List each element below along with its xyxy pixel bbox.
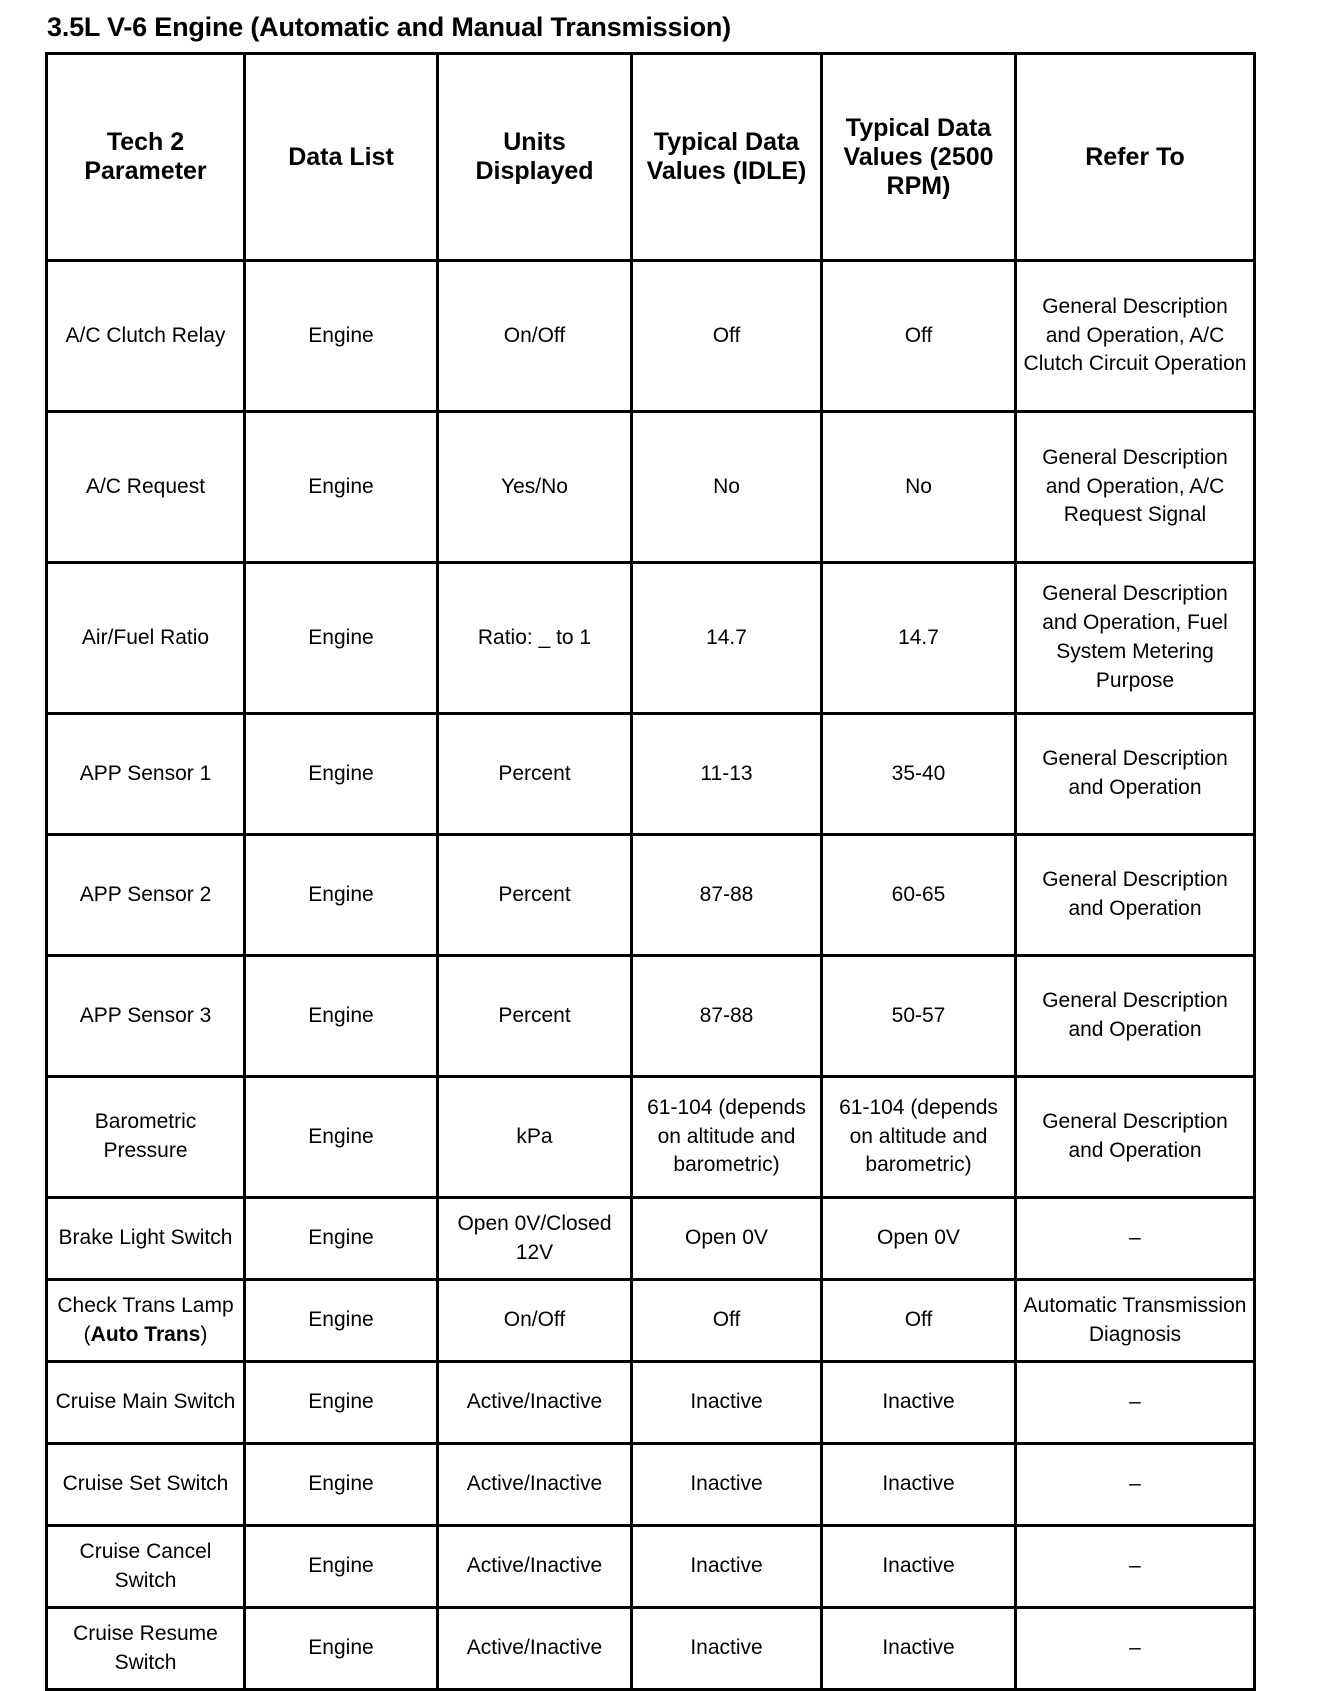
table-row [47, 1526, 1255, 1608]
cell-data-list: Engine [245, 714, 438, 835]
cell-refer-to: – [1016, 1362, 1255, 1444]
cell-data-list: Engine [245, 835, 438, 956]
table-header-row [47, 54, 1255, 261]
cell-refer-to: General Description and Operation [1016, 714, 1255, 835]
cell-idle: 87-88 [632, 835, 822, 956]
cell-refer-to: General Description and Operation, A/C Clutch Circuit Operation [1016, 261, 1255, 412]
cell-parameter: A/C Clutch Relay [47, 261, 245, 412]
tech2-parameter-table [45, 52, 1256, 1691]
cell-parameter: APP Sensor 1 [47, 714, 245, 835]
cell-refer-to: – [1016, 1444, 1255, 1526]
table-row [47, 412, 1255, 563]
cell-data-list: Engine [245, 1608, 438, 1690]
cell-units: Percent [438, 835, 632, 956]
cell-idle: Open 0V [632, 1198, 822, 1280]
cell-refer-to: General Description and Operation, A/C Request Signal [1016, 412, 1255, 563]
cell-parameter-prefix: Check Trans Lamp ( [57, 1293, 234, 1346]
column-header-data-list: Data List [245, 54, 438, 261]
cell-data-list: Engine [245, 1077, 438, 1198]
cell-units: Active/Inactive [438, 1444, 632, 1526]
cell-units: Percent [438, 956, 632, 1077]
table-row [47, 1077, 1255, 1198]
table-row [47, 563, 1255, 714]
cell-idle: No [632, 412, 822, 563]
page-title: 3.5L V-6 Engine (Automatic and Manual Transmission) [47, 12, 731, 42]
cell-2500rpm: Inactive [822, 1444, 1016, 1526]
cell-parameter: Cruise Resume Switch [47, 1608, 245, 1690]
cell-idle: Inactive [632, 1608, 822, 1690]
cell-units: Ratio: _ to 1 [438, 563, 632, 714]
cell-2500rpm: 60-65 [822, 835, 1016, 956]
cell-idle: Inactive [632, 1362, 822, 1444]
cell-data-list: Engine [245, 1280, 438, 1362]
cell-data-list: Engine [245, 1444, 438, 1526]
cell-units: Open 0V/Closed 12V [438, 1198, 632, 1280]
cell-2500rpm: Inactive [822, 1362, 1016, 1444]
cell-data-list: Engine [245, 261, 438, 412]
cell-parameter: Cruise Main Switch [47, 1362, 245, 1444]
cell-idle: Inactive [632, 1444, 822, 1526]
cell-data-list: Engine [245, 563, 438, 714]
table-row [47, 1362, 1255, 1444]
cell-units: Percent [438, 714, 632, 835]
cell-refer-to: General Description and Operation [1016, 835, 1255, 956]
cell-2500rpm: Inactive [822, 1608, 1016, 1690]
cell-data-list: Engine [245, 956, 438, 1077]
cell-parameter: Air/Fuel Ratio [47, 563, 245, 714]
cell-data-list: Engine [245, 1362, 438, 1444]
cell-idle: 14.7 [632, 563, 822, 714]
cell-units: On/Off [438, 1280, 632, 1362]
cell-units: Yes/No [438, 412, 632, 563]
cell-parameter: Brake Light Switch [47, 1198, 245, 1280]
cell-2500rpm: No [822, 412, 1016, 563]
cell-parameter: Cruise Set Switch [47, 1444, 245, 1526]
table-row [47, 956, 1255, 1077]
cell-parameter: Cruise Cancel Switch [47, 1526, 245, 1608]
table-row [47, 1280, 1255, 1362]
cell-idle: 61-104 (depends on altitude and barometric) [632, 1077, 822, 1198]
cell-units: Active/Inactive [438, 1362, 632, 1444]
cell-2500rpm: Open 0V [822, 1198, 1016, 1280]
cell-data-list: Engine [245, 412, 438, 563]
table-row [47, 261, 1255, 412]
cell-idle: 87-88 [632, 956, 822, 1077]
column-header-units-displayed: Units Displayed [438, 54, 632, 261]
cell-idle: 11-13 [632, 714, 822, 835]
cell-refer-to: Automatic Transmission Diagnosis [1016, 1280, 1255, 1362]
cell-refer-to: General Description and Operation, Fuel System Metering Purpose [1016, 563, 1255, 714]
cell-idle: Off [632, 1280, 822, 1362]
cell-2500rpm: 50-57 [822, 956, 1016, 1077]
cell-2500rpm: Off [822, 1280, 1016, 1362]
cell-parameter-emphasis: Auto Trans [90, 1322, 201, 1346]
cell-refer-to: – [1016, 1198, 1255, 1280]
cell-units: kPa [438, 1077, 632, 1198]
column-header-tech2-parameter: Tech 2 Parameter [47, 54, 245, 261]
table-row [47, 1444, 1255, 1526]
cell-refer-to: General Description and Operation [1016, 1077, 1255, 1198]
cell-refer-to: – [1016, 1526, 1255, 1608]
cell-2500rpm: 14.7 [822, 563, 1016, 714]
cell-refer-to: – [1016, 1608, 1255, 1690]
cell-units: Active/Inactive [438, 1526, 632, 1608]
cell-parameter: APP Sensor 2 [47, 835, 245, 956]
cell-idle: Off [632, 261, 822, 412]
column-header-typical-idle: Typical Data Values (IDLE) [632, 54, 822, 261]
table-row [47, 1198, 1255, 1280]
cell-parameter: Barometric Pressure [47, 1077, 245, 1198]
cell-refer-to: General Description and Operation [1016, 956, 1255, 1077]
cell-data-list: Engine [245, 1526, 438, 1608]
cell-parameter [47, 1280, 245, 1362]
cell-parameter: A/C Request [47, 412, 245, 563]
cell-2500rpm: Off [822, 261, 1016, 412]
cell-parameter: APP Sensor 3 [47, 956, 245, 1077]
cell-data-list: Engine [245, 1198, 438, 1280]
cell-parameter-suffix: ) [200, 1322, 208, 1346]
table-row [47, 835, 1255, 956]
column-header-typical-2500rpm: Typical Data Values (2500 RPM) [822, 54, 1016, 261]
cell-units: On/Off [438, 261, 632, 412]
cell-2500rpm: 35-40 [822, 714, 1016, 835]
cell-2500rpm: Inactive [822, 1526, 1016, 1608]
table-row [47, 714, 1255, 835]
cell-idle: Inactive [632, 1526, 822, 1608]
cell-2500rpm: 61-104 (depends on altitude and barometric) [822, 1077, 1016, 1198]
cell-units: Active/Inactive [438, 1608, 632, 1690]
column-header-refer-to: Refer To [1016, 54, 1255, 261]
